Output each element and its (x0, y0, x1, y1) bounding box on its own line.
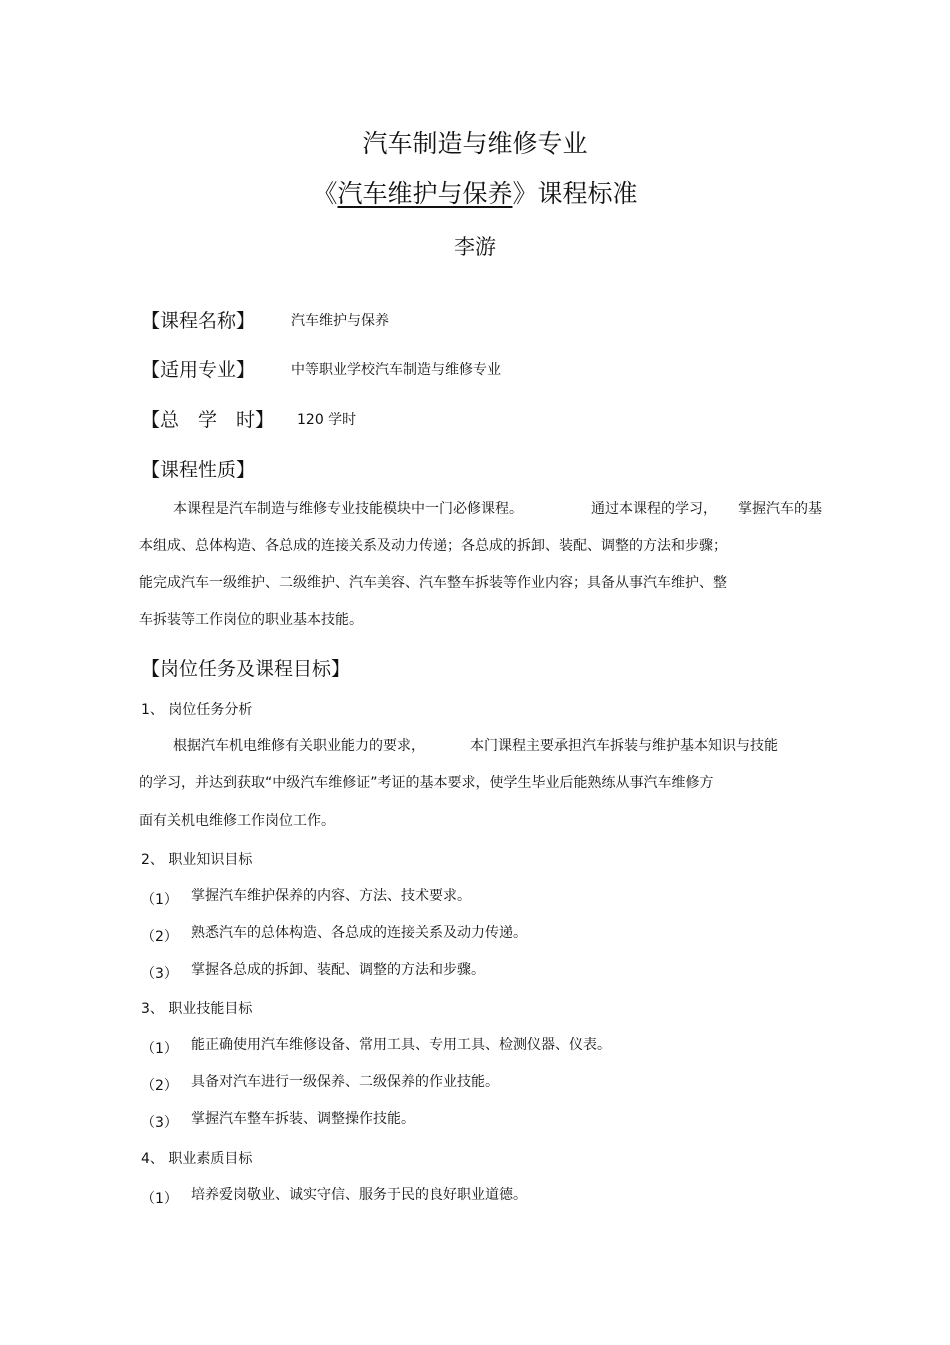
list-item-number: （2） (141, 929, 178, 945)
list-item-number: （1） (141, 892, 178, 908)
course-nature-heading: 【课程性质】 (141, 459, 256, 481)
list-item-number: （3） (141, 966, 178, 982)
document-subtitle (0, 174, 950, 210)
hours-key: 【总 学 时】 (141, 409, 275, 431)
list-item-text: 掌握汽车维护保养的内容、方法、技术要求。 (191, 888, 471, 904)
list-item-number: （2） (141, 1078, 178, 1094)
s1-line-1a: 根据汽车机电维修有关职业能力的要求， (173, 738, 425, 754)
nature-line-3: 能完成汽车一级维护、二级维护、汽车美容、汽车整车拆装等作业内容；具备从事汽车维护、整 (139, 575, 727, 591)
nature-line-1c: 掌握汽车的基 (738, 501, 822, 517)
author-name: 李游 (454, 235, 496, 259)
section-2-title: 2、 职业知识目标 (141, 852, 253, 868)
hours-value: 120 学时 (297, 412, 357, 428)
nature-line-1a: 本课程是汽车制造与维修专业技能模块中一门必修课程。 (173, 501, 523, 517)
s1-line-3: 面有关机电维修工作岗位工作。 (139, 813, 335, 829)
list-item-text: 掌握各总成的拆卸、装配、调整的方法和步骤。 (191, 962, 485, 978)
list-item-text: 具备对汽车进行一级保养、二级保养的作业技能。 (191, 1074, 499, 1090)
section-3-title: 3、 职业技能目标 (141, 1001, 253, 1017)
list-item-text: 掌握汽车整车拆装、调整操作技能。 (191, 1111, 415, 1127)
subtitle-course-name: 汽车维护与保养 (337, 179, 513, 208)
major-value: 中等职业学校汽车制造与维修专业 (291, 362, 501, 378)
major-key: 【适用专业】 (141, 359, 256, 381)
list-item-number: （1） (141, 1041, 178, 1057)
subtitle-open-bracket: 《 (312, 179, 338, 208)
course-name-value: 汽车维护与保养 (291, 313, 389, 329)
section-4-title: 4、 职业素质目标 (141, 1151, 253, 1167)
nature-line-2: 本组成、总体构造、各总成的连接关系及动力传递；各总成的拆卸、装配、调整的方法和步骤； (139, 538, 727, 554)
subtitle-close-bracket: 》 (512, 179, 538, 208)
course-name-key: 【课程名称】 (141, 310, 256, 332)
nature-line-4: 车拆装等工作岗位的职业基本技能。 (139, 612, 363, 628)
list-item-text: 培养爱岗敬业、诚实守信、服务于民的良好职业道德。 (191, 1187, 527, 1203)
subtitle-suffix: 课程标准 (537, 179, 638, 208)
s1-line-1b: 本门课程主要承担汽车拆装与维护基本知识与技能 (470, 738, 778, 754)
list-item-text: 熟悉汽车的总体构造、各总成的连接关系及动力传递。 (191, 925, 527, 941)
goals-heading: 【岗位任务及课程目标】 (141, 658, 351, 680)
section-1-title: 1、 岗位任务分析 (141, 702, 253, 718)
list-item-text: 能正确使用汽车维修设备、常用工具、专用工具、检测仪器、仪表。 (191, 1037, 611, 1053)
list-item-number: （3） (141, 1115, 178, 1131)
s1-line-2: 的学习，并达到获取“中级汽车维修证”考证的基本要求，使学生毕业后能熟练从事汽车维修方 (139, 775, 714, 791)
nature-line-1b: 通过本课程的学习， (591, 501, 717, 517)
document-title: 汽车制造与维修专业 (362, 129, 588, 158)
list-item-number: （1） (141, 1191, 178, 1207)
